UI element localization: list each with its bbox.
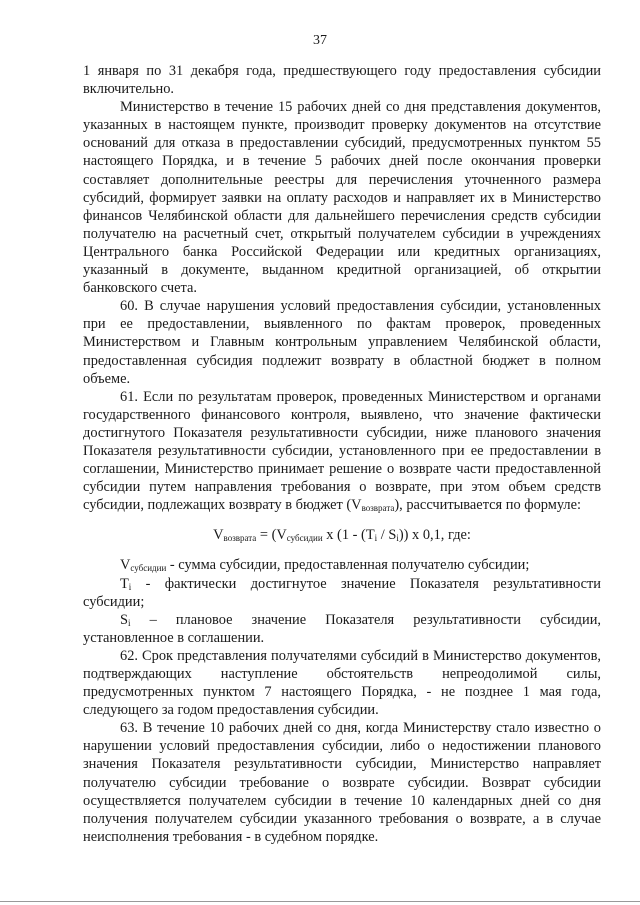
refund-formula [83, 526, 601, 544]
def-t-text: - фактически достигнутое значение Показателя результативности субсидии; [83, 575, 601, 610]
def-t-sub: i [128, 581, 132, 592]
formula-t-sub: i [374, 533, 378, 544]
formula-s-sub: i [396, 533, 399, 544]
definition-s [83, 611, 601, 647]
def-s-sub: i [128, 617, 131, 628]
paragraph-63: 63. В течение 10 рабочих дней со дня, когда Министерству стало известно о нарушении условий предоставления субсидии, либо о недостижении планового значения Показателя результативности субсидии, Министерство направляет получателю субсидии требование о возврате субсидии. Возврат субсидии осуществляется получателем субсидии в течение 10 календарных дней со дня получения получателем субсидии указанного требования о возврате, а в случае неисполнения требования - в судебном порядке. [83, 720, 601, 845]
paragraph-61-end: ), рассчитывается по формуле: [394, 497, 581, 514]
definition-t [83, 575, 601, 611]
def-s-text: – плановое значение Показателя результативности субсидии, установленное в соглашении. [83, 611, 601, 646]
formula-v: V [213, 527, 224, 544]
def-v-symbol: V [120, 557, 131, 574]
paragraph-62: 62. Срок представления получателями субсидий в Министерство документов, подтверждающих наступление обстоятельств непреодолимой силы, предусмотренных пунктом 7 настоящего Порядка, - не позднее 1 мая года, следующего за годом предоставления субсидии. [83, 647, 601, 719]
paragraph-ministry-check: Министерство в течение 15 рабочих дней со дня представления документов, указанных в настоящем пункте, производит проверку документов на отсутствие оснований для отказа в предоставлении субсидий, предусмотренных пунктом 55 настоящего Порядка, и в течение 5 рабочих дней после окончания проверки составляет дополнительные реестры для перечисления уточненного размера субсидий, формирует заявки на оплату расходов и направляет их в Министерство финансов Челябинской области для дальнейшего перечисления средств субсидии получателю на расчетный счет, открытый получателем субсидии в учреждениях Центрального банка Российской Федерации или кредитных организациях, указанный в документе, выданном кредитной организацией, об открытии банковского счета. [83, 99, 601, 297]
paragraph-continuation: 1 января по 31 декабря года, предшествующего году предоставления субсидии включительно. [83, 63, 601, 98]
paragraph-61-text: 61. Если по результатам проверок, проведенных Министерством и органами государственного финансового контроля, выявлено, что значение фактически достигнутого Показателя результативности субсидии, ниже планового значения Показателя результативности субсидии, установленного при ее предоставлении в соглашении, Министерство принимает решение о возврате части предоставленной субсидии путем направления требования о возврате, при этом объем средств субсидии, подлежащих возврату в бюджет (V [83, 388, 601, 514]
def-t-symbol: T [120, 575, 129, 592]
page-number: 37 [313, 33, 327, 48]
document-body [83, 62, 601, 846]
formula-vs-sub: субсидии [286, 533, 323, 544]
def-v-text: - сумма субсидии, предоставленная получателю субсидии; [166, 557, 530, 574]
definition-v-subsidy [83, 556, 601, 574]
paragraph-61-subscript: возврата [361, 503, 395, 514]
formula-v-sub: возврата [223, 533, 257, 544]
paragraph-60: 60. В случае нарушения условий предоставления субсидии, установленных при ее предоставлении, выявленного по фактам проверок, проведенных Министерством и Главным контрольным управлением Челябинской области, предоставленная субсидия подлежит возврату в областной бюджет в полном объеме. [83, 298, 601, 387]
formula-mid: x (1 - (T [322, 527, 375, 544]
formula-eq: = (V [256, 527, 287, 544]
scan-edge-line [0, 901, 640, 902]
paragraph-61 [83, 388, 601, 515]
formula-end: )) x 0,1, где: [398, 527, 471, 544]
formula-slash: / S [377, 527, 397, 544]
def-v-sub: субсидии [130, 563, 167, 574]
def-s-symbol: S [120, 611, 129, 628]
